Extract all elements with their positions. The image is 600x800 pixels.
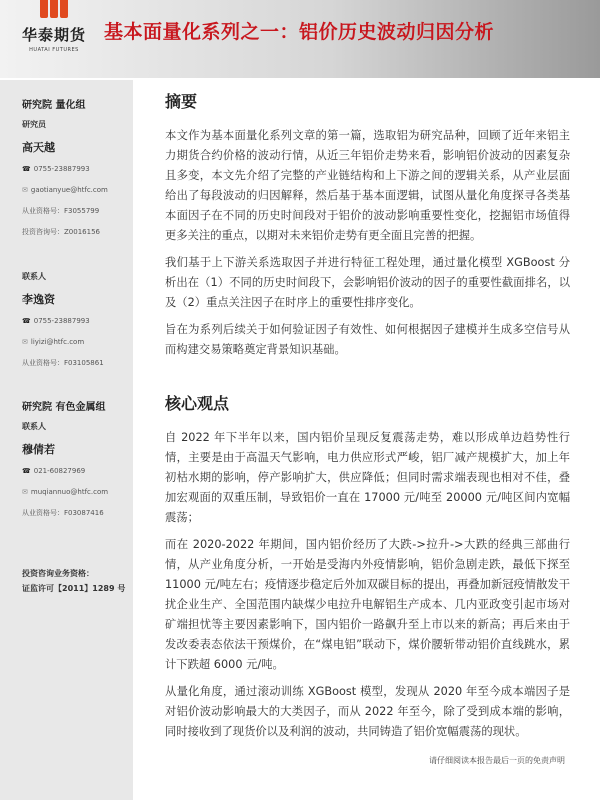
consult-license: 投资咨询号：Z0016156 <box>22 228 100 236</box>
huatai-logo <box>18 0 90 60</box>
license: 从业资格号：F03105861 <box>22 359 104 367</box>
phone: 0755-23887993 <box>33 317 90 325</box>
summary-paragraph: 旨在为系列后续关于如何验证因子有效性、如何根据因子建模并生成多空信号从而构建交易策略奠定背景知识基础。 <box>165 323 570 356</box>
analyst-name: 李逸资 <box>22 293 55 306</box>
license: 从业资格号：F3055799 <box>22 207 100 215</box>
phone-icon: ☎ <box>22 467 31 475</box>
core-paragraph: 从量化角度，通过滚动训练 XGBoost 模型，发现从 2020 年至今成本端因子是对铝价波动影响最大的大类因子，而从 2022 年至今，除了受到成本端的影响，同时接收到了现货价以及利润的波动，共同铸造了铝价宽幅震荡的现状。 <box>165 685 570 738</box>
phone: 021-60827969 <box>33 467 86 475</box>
mail-icon: ✉ <box>22 488 28 496</box>
core-heading: 核心观点 <box>165 394 230 413</box>
report-body <box>165 0 570 780</box>
summary-paragraph: 我们基于上下游关系选取因子并进行特征工程处理，通过量化模型 XGBoost 分析出在（1）不同的历史时间段下，会影响铝价波动的因子的重要性截面排名，以及（2）重点关注因子在时序上的重要性排序变化。 <box>165 256 570 309</box>
phone: 0755-23887993 <box>33 165 90 173</box>
role-label: 联系人 <box>22 422 46 431</box>
disclaimer-note: 请仔细阅读本报告最后一页的免责声明 <box>429 756 565 765</box>
analyst-sidebar <box>0 80 133 800</box>
summary-heading: 摘要 <box>165 92 198 111</box>
phone-icon: ☎ <box>22 165 31 173</box>
qualification-label: 投资咨询业务资格： <box>22 569 94 578</box>
mail-icon: ✉ <box>22 186 28 194</box>
analyst-name: 穆倩若 <box>22 443 55 456</box>
summary-paragraph: 本文作为基本面量化系列文章的第一篇，选取铝为研究品种，回顾了近年来铝主力期货合约价格的波动行情，从近三年铝价走势来看，影响铝价波动的因素复杂且多变，本文先介绍了完整的产业链结构和上下游之间的逻辑关系，从产业层面给出了每段波动的归因解释，然后基于基本面逻辑，试图从量化角度探寻各类基本面因子在不同的历史时间段对于铝价的波动影响重要性变化，挖掘铝市场值得更多关注的重点，以期对未来铝价走势有更全面且完善的把握。 <box>165 129 570 242</box>
logo-mark-icon <box>40 0 68 18</box>
core-paragraph: 而在 2020-2022 年期间，国内铝价经历了大跌->拉升->大跌的经典三部曲行情，从产业角度分析，一开始是受海内外疫情影响，铝价急剧走跌，最低下探至 11000 元/吨左右；疫情逐步稳定后外加双碳目标的提出，再叠加新冠疫情散发干扰企业生产、全国范围内缺煤少电拉升电解铝生产成本、几内亚政变引起市场对矿端担忧等主要因素影响下，国内铝价一路飙升至上市以来的新高；再后来由于发改委表态依法干预煤价，在“煤电铝”联动下，煤价腰斩带动铝价直线跳水，累计下跌超 6000 元/吨。 <box>165 538 570 671</box>
email-link[interactable]: muqiannuo@htfc.com <box>30 488 109 496</box>
group-title: 研究院 有色金属组 <box>22 402 106 413</box>
license: 从业资格号：F03087416 <box>22 509 104 517</box>
email-link[interactable]: liyizi@htfc.com <box>30 338 85 346</box>
logo-en: HUATAI FUTURES <box>29 47 79 53</box>
qualification-value: 证监许可【2011】1289 号 <box>22 584 126 593</box>
report-title: 基本面量化系列之一：铝价历史波动归因分析 <box>104 21 495 43</box>
mail-icon: ✉ <box>22 338 28 346</box>
core-paragraph: 自 2022 年下半年以来，国内铝价呈现反复震荡走势，难以形成单边趋势性行情，主要是由于高温天气影响，电力供应形式严峻，铝厂减产规模扩大，加上年初枯水期的影响，停产影响扩大，供应降低；但同时需求端表现也相对不佳，叠加宏观面的双重压制，导致铝价一直在 17000 元/吨至 20000 元/吨区间内宽幅震荡； <box>165 431 570 524</box>
phone-icon: ☎ <box>22 317 31 325</box>
role-label: 联系人 <box>22 272 46 281</box>
logo-cn: 华泰期货 <box>21 26 86 44</box>
role-label: 研究员 <box>22 120 46 129</box>
analyst-name: 高天越 <box>22 141 55 154</box>
email-link[interactable]: gaotianyue@htfc.com <box>30 186 108 194</box>
group-title: 研究院 量化组 <box>22 100 86 111</box>
